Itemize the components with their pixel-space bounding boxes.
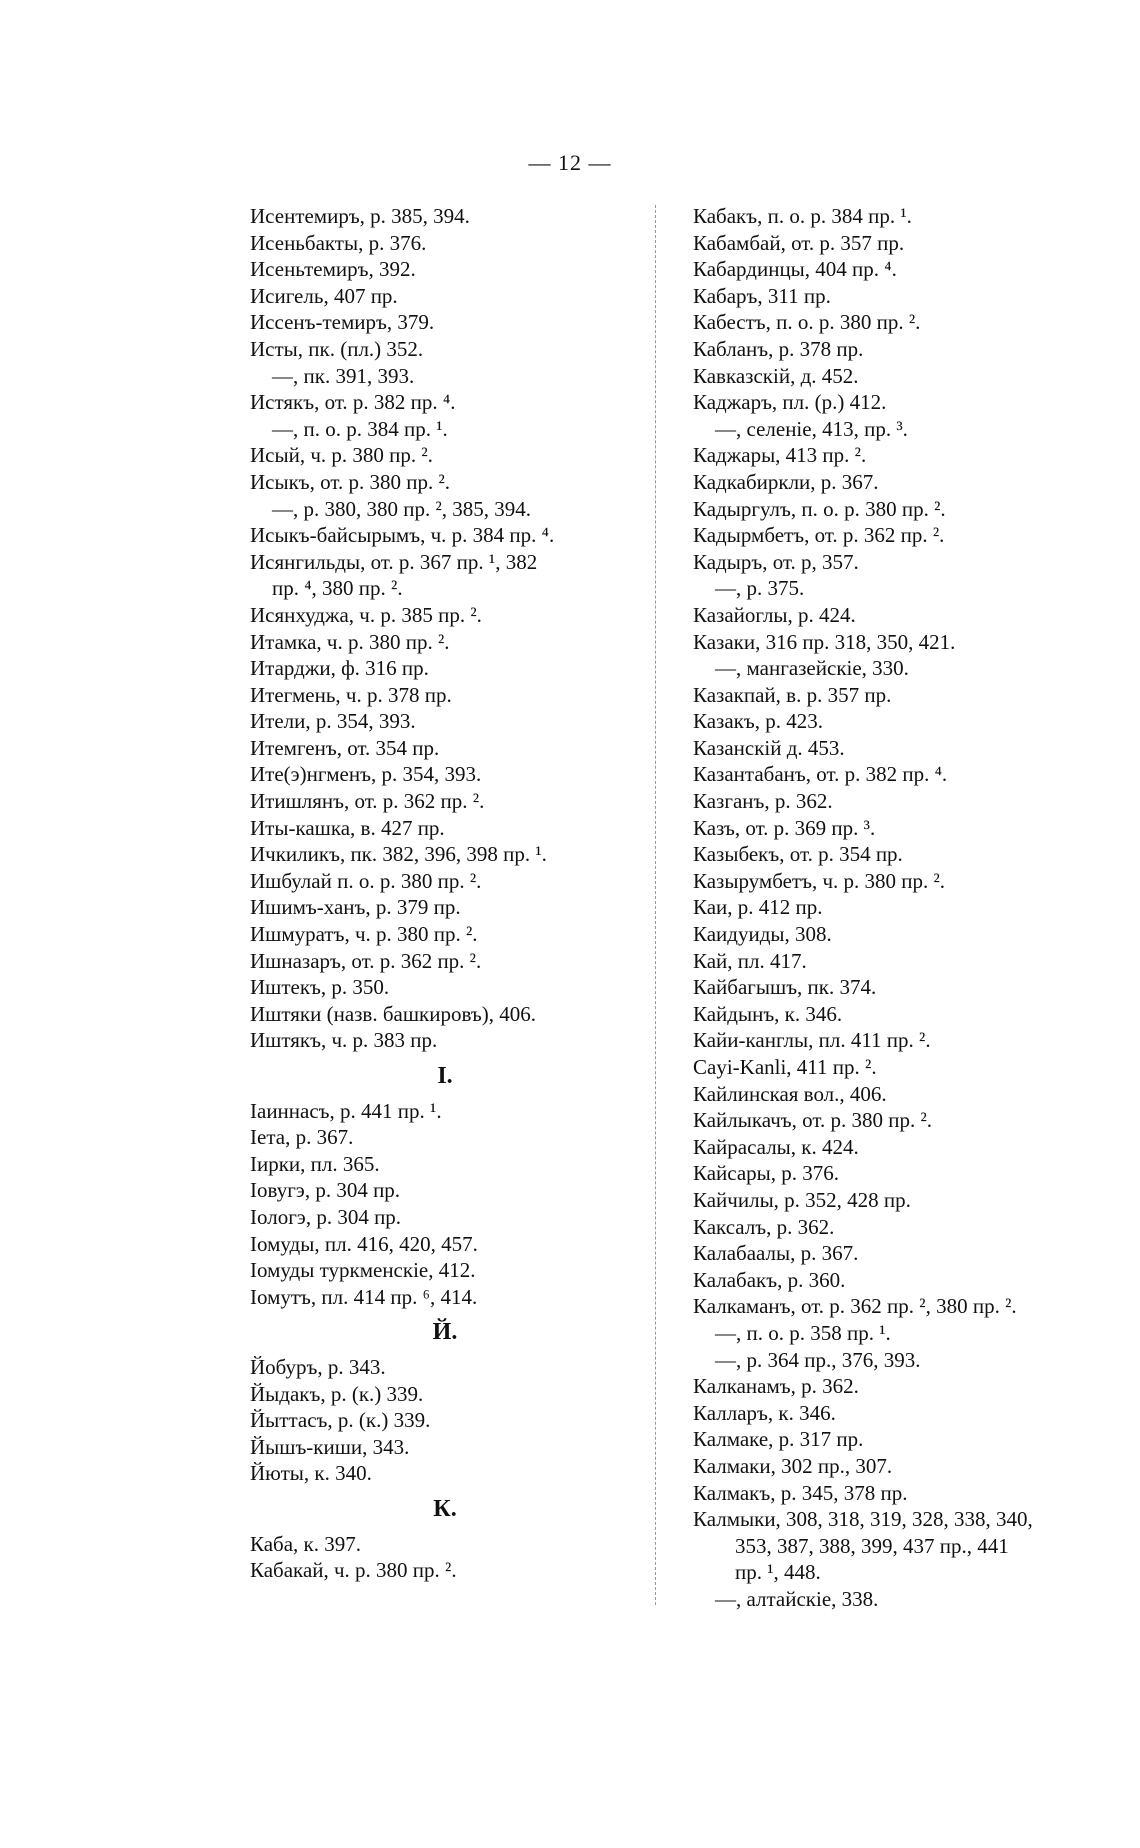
index-entry: Исты, пк. (пл.) 352.: [250, 336, 424, 361]
index-entry: Исеньбакты, р. 376.: [250, 230, 427, 255]
index-entry: Cayi-Kanli, 411 пр. ².: [693, 1055, 877, 1079]
index-entry: Итемгенъ, от. 354 пр.: [250, 735, 440, 760]
index-entry: Ишназаръ, от. р. 362 пр. ².: [250, 948, 482, 973]
index-entry: Кайлинская вол., 406.: [693, 1081, 887, 1106]
index-entry: Казъ, от. р. 369 пр. ³.: [693, 815, 876, 840]
index-entry: Калканамъ, р. 362.: [693, 1374, 859, 1399]
index-entry: Кабардинцы, 404 пр. ⁴.: [693, 257, 897, 282]
index-entry: Іологэ, р. 304 пр.: [250, 1204, 402, 1229]
index-entry: Исентемиръ, р. 385, 394.: [250, 204, 470, 228]
index-entry: Иты-кашка, в. 427 пр.: [250, 815, 445, 840]
index-entry: Ите(э)нгменъ, р. 354, 393.: [250, 762, 482, 787]
index-entry: Иштекъ, р. 350.: [250, 975, 390, 1000]
index-entry: Казакъ, р. 423.: [693, 709, 823, 734]
index-entry: Калмакъ, р. 345, 378 пр.: [693, 1480, 908, 1505]
index-entry: Ители, р. 354, 393.: [250, 709, 416, 734]
index-entry: Іомуды туркменскіе, 412.: [250, 1258, 476, 1283]
index-entry: Йыдакъ, р. (к.) 339.: [250, 1381, 424, 1406]
section-heading-k: К.: [433, 1495, 457, 1522]
index-entry: Калкаманъ, от. р. 362 пр. ², 380 пр. ².: [693, 1294, 1017, 1319]
index-entry: Ишбулай п. о. р. 380 пр. ².: [250, 868, 482, 893]
index-entry: Йышъ-киши, 343.: [250, 1434, 410, 1459]
index-entry: Калабаалы, р. 367.: [693, 1241, 859, 1266]
left-column: [250, 203, 640, 1584]
index-entry: Кабакъ, п. о. р. 384 пр. ¹.: [693, 204, 912, 228]
column-divider: [655, 205, 657, 1605]
index-entry: —, п. о. р. 384 пр. ¹.: [272, 416, 448, 441]
index-entry: Кадыръ, от. р, 357.: [693, 549, 859, 574]
index-entry: Калмыки, 308, 318, 319, 328, 338, 340,: [693, 1507, 1033, 1532]
index-entry: Каксалъ, р. 362.: [693, 1214, 835, 1239]
index-entry: Калларъ, к. 346.: [693, 1400, 836, 1425]
index-entry: Кайдынъ, к. 346.: [693, 1001, 843, 1026]
index-entry: Исянхуджа, ч. р. 385 пр. ².: [250, 602, 482, 627]
index-entry: Кайлыкачъ, от. р. 380 пр. ².: [693, 1108, 933, 1133]
index-entry: Кабамбай, от. р. 357 пр.: [693, 230, 905, 255]
index-entry: Кадкабиркли, р. 367.: [693, 469, 879, 494]
index-entry: Іаиннасъ, р. 441 пр. ¹.: [250, 1098, 442, 1123]
index-entry: —, р. 380, 380 пр. ², 385, 394.: [272, 496, 532, 521]
index-entry: Иштяки (назв. башкировъ), 406.: [250, 1001, 536, 1026]
index-entry: Итишлянъ, от. р. 362 пр. ².: [250, 789, 485, 814]
index-entry: Исый, ч. р. 380 пр. ².: [250, 443, 433, 468]
index-entry: Ишмуратъ, ч. р. 380 пр. ².: [250, 922, 478, 947]
index-entry: Кабаръ, 311 пр.: [693, 283, 831, 308]
index-entry: Калмаки, 302 пр., 307.: [693, 1453, 893, 1478]
index-entry: —, р. 375.: [715, 576, 805, 601]
index-entry: Итегмень, ч. р. 378 пр.: [250, 682, 452, 707]
page-number: — 12 —: [528, 150, 612, 175]
index-entry: Исянгильды, от. р. 367 пр. ¹, 382: [250, 549, 538, 574]
index-entry: Кабакай, ч. р. 380 пр. ².: [250, 1558, 457, 1583]
index-entry: Каджары, 413 пр. ².: [693, 443, 867, 468]
index-entry: Іомуды, пл. 416, 420, 457.: [250, 1231, 478, 1256]
index-entry: Исыкъ, от. р. 380 пр. ².: [250, 469, 451, 494]
index-entry: пр. ⁴, 380 пр. ².: [272, 576, 403, 601]
index-entry: Истякъ, от. р. 382 пр. ⁴.: [250, 390, 456, 415]
index-entry: Йюты, к. 340.: [250, 1461, 372, 1486]
index-entry: Кабланъ, р. 378 пр.: [693, 336, 864, 361]
index-entry: Кавказскій, д. 452.: [693, 363, 859, 388]
index-entry: Каидуиды, 308.: [693, 922, 832, 947]
index-entry: —, селеніе, 413, пр. ³.: [715, 416, 908, 441]
index-entry: Кайбагышъ, пк. 374.: [693, 975, 877, 1000]
index-entry: Иштякъ, ч. р. 383 пр.: [250, 1028, 438, 1053]
right-column: [693, 203, 1098, 1612]
index-entry: Казганъ, р. 362.: [693, 789, 833, 814]
index-entry: Кайчилы, р. 352, 428 пр.: [693, 1187, 911, 1212]
index-entry: Казаки, 316 пр. 318, 350, 421.: [693, 629, 956, 654]
index-entry: Казантабанъ, от. р. 382 пр. ⁴.: [693, 762, 948, 787]
index-entry: Калабакъ, р. 360.: [693, 1267, 846, 1292]
index-entry: Казанскій д. 453.: [693, 735, 845, 760]
index-entry: Исыкъ-байсырымъ, ч. р. 384 пр. ⁴.: [250, 523, 555, 548]
index-entry: Каба, к. 397.: [250, 1531, 362, 1556]
index-entry: —, мангазейскіе, 330.: [715, 656, 909, 681]
index-entry: Іирки, пл. 365.: [250, 1151, 380, 1176]
index-entry: Іовугэ, р. 304 пр.: [250, 1178, 401, 1203]
index-entry: Кадырмбетъ, от. р. 362 пр. ².: [693, 523, 945, 548]
index-entry: Ишимъ-ханъ, р. 379 пр.: [250, 895, 461, 920]
index-entry: —, алтайскіе, 338.: [715, 1586, 879, 1611]
index-entry: —, п. о. р. 358 пр. ¹.: [715, 1320, 891, 1345]
index-entry: Кай, пл. 417.: [693, 948, 807, 973]
index-entry: Кабестъ, п. о. р. 380 пр. ².: [693, 310, 921, 335]
section-heading-iy: Й.: [432, 1319, 458, 1346]
index-entry: Казакпай, в. р. 357 пр.: [693, 682, 892, 707]
section-heading-i: I.: [437, 1063, 453, 1089]
index-entry: Исигель, 407 пр.: [250, 283, 398, 308]
index-entry: Каи, р. 412 пр.: [693, 895, 823, 920]
index-entry: Іомутъ, пл. 414 пр. ⁶, 414.: [250, 1284, 478, 1309]
index-entry: Йыттасъ, р. (к.) 339.: [250, 1408, 431, 1433]
index-entry: —, р. 364 пр., 376, 393.: [715, 1347, 921, 1372]
index-entry: Итарджи, ф. 316 пр.: [250, 656, 429, 681]
index-entry: Исеньтемиръ, 392.: [250, 257, 416, 282]
index-entry: Казайоглы, р. 424.: [693, 602, 856, 627]
index-entry: Казыбекъ, от. р. 354 пр.: [693, 842, 903, 867]
index-entry: Калмаке, р. 317 пр.: [693, 1427, 864, 1452]
index-entry: 353, 387, 388, 399, 437 пр., 441: [735, 1533, 1009, 1558]
index-entry: Иссенъ-темиръ, 379.: [250, 310, 435, 335]
index-entry: Казырумбетъ, ч. р. 380 пр. ².: [693, 868, 946, 893]
index-entry: пр. ¹, 448.: [735, 1560, 821, 1585]
index-entry: Ичкиликъ, пк. 382, 396, 398 пр. ¹.: [250, 842, 547, 867]
index-entry: Йобуръ, р. 343.: [250, 1354, 386, 1379]
index-entry: Итамка, ч. р. 380 пр. ².: [250, 629, 450, 654]
index-entry: Каджаръ, пл. (р.) 412.: [693, 390, 887, 415]
index-entry: —, пк. 391, 393.: [272, 363, 415, 388]
index-entry: Кайрасалы, к. 424.: [693, 1134, 859, 1159]
index-entry: Іета, р. 367.: [250, 1125, 354, 1150]
index-entry: Кадыргулъ, п. о. р. 380 пр. ².: [693, 496, 946, 521]
index-entry: Кайсары, р. 376.: [693, 1161, 840, 1186]
index-entry: Кайи-канглы, пл. 411 пр. ².: [693, 1028, 931, 1053]
